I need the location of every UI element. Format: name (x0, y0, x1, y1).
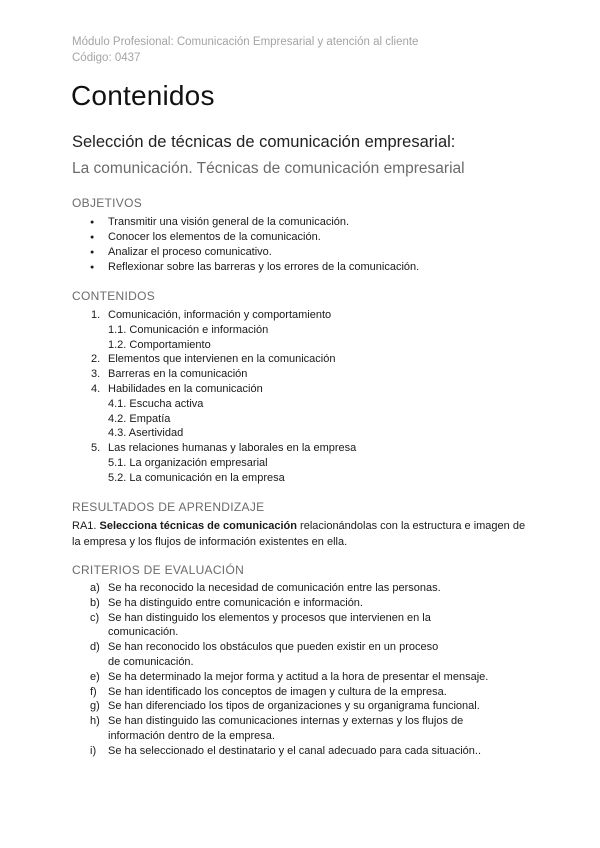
item-letter: f) (90, 685, 97, 698)
list-subitem: 4.2. Empatía (108, 412, 171, 425)
objetivos-list (0, 215, 419, 275)
item-number: 4. (91, 382, 101, 395)
list-item (0, 699, 600, 714)
item-number: 1. (91, 309, 101, 321)
ra-prefix: RA1. (72, 520, 100, 532)
module-code: Código: 0437 (72, 51, 141, 64)
list-subitem: 5.2. La comunicación en la empresa (108, 471, 285, 484)
item-text: Se ha seleccionado el destinatario y el canal adecuado para cada situación.. (108, 744, 482, 757)
item-number: 3. (91, 368, 101, 381)
item-letter: e) (90, 670, 100, 683)
item-number: 5. (91, 442, 101, 455)
item-letter: i) (90, 744, 97, 757)
list-item (0, 596, 600, 611)
item-text: Se han reconocido los obstáculos que pueden existir en un proceso de comunicación. (108, 641, 439, 668)
item-text: Se han distinguido los elementos y procesos que intervienen en la comunicación. (108, 611, 431, 639)
item-text: Se han diferenciado los tipos de organizaciones y su organigrama funcional. (108, 700, 480, 713)
ra-rest-text: relacionándolas con la estructura e imagen de la empresa y los flujos de información existentes en ella. (72, 520, 526, 548)
item-letter: a) (90, 582, 100, 594)
list-item: ● Transmitir una visión general de la comunicación. (0, 215, 419, 230)
criterios-heading: CRITERIOS DE EVALUACIÓN (72, 563, 245, 577)
contenidos-heading: CONTENIDOS (72, 289, 156, 303)
list-subitem: 4.3. Asertividad (108, 427, 184, 440)
resultado-aprendizaje (72, 518, 532, 550)
objetivos-heading: OBJETIVOS (72, 196, 143, 210)
section-subtitle-secondary: La comunicación. Técnicas de comunicación empresarial (72, 160, 465, 177)
item-letter: g) (90, 700, 100, 713)
list-item: ● Reflexionar sobre las barreras y los errores de la comunicación. (0, 260, 419, 275)
list-item (0, 367, 600, 382)
criterios-list (0, 581, 600, 759)
list-item (0, 308, 600, 323)
list-item (0, 744, 600, 759)
item-text: Barreras en la comunicación (108, 368, 248, 381)
document-header (72, 35, 418, 66)
list-item (0, 685, 600, 700)
item-letter: c) (90, 611, 100, 624)
item-letter: d) (90, 641, 100, 654)
item-text: Se han distinguido las comunicaciones internas y externas y los flujos de información dentro de la empresa. (108, 715, 464, 742)
resultados-heading: RESULTADOS DE APRENDIZAJE (72, 500, 265, 514)
item-letter: b) (90, 596, 100, 609)
item-number: 2. (91, 353, 101, 366)
list-item (0, 714, 600, 744)
item-text: Comunicación, información y comportamiento (108, 309, 332, 321)
list-item (0, 382, 600, 397)
list-item: ● Conocer los elementos de la comunicación. (0, 230, 419, 245)
item-text: Se ha distinguido entre comunicación e información. (108, 596, 363, 609)
item-text: Elementos que intervienen en la comunicación (108, 353, 336, 366)
list-item (0, 581, 600, 596)
item-text: Habilidades en la comunicación (108, 382, 263, 395)
section-subtitle: Selección de técnicas de comunicación empresarial: (72, 133, 456, 151)
module-name: Módulo Profesional: Comunicación Empresarial y atención al cliente (72, 36, 419, 48)
contenidos-list (0, 308, 600, 486)
item-text: Se han identificado los conceptos de imagen y cultura de la empresa. (108, 685, 447, 698)
list-item (0, 441, 600, 456)
item-text: Las relaciones humanas y laborales en la empresa (108, 442, 357, 455)
list-item (0, 670, 600, 685)
item-letter: h) (90, 715, 100, 728)
list-subitem: 1.2. Comportamiento (108, 338, 211, 351)
item-text: Se ha reconocido la necesidad de comunicación entre las personas. (108, 582, 441, 594)
ra-bold-text: Selecciona técnicas de comunicación (99, 520, 297, 532)
item-text: Se ha determinado la mejor forma y actitud a la hora de presentar el mensaje. (108, 670, 489, 683)
list-item (0, 640, 600, 670)
list-item (0, 352, 600, 367)
list-item (0, 611, 600, 641)
list-subitem: 5.1. La organización empresarial (108, 456, 268, 469)
list-item: ● Analizar el proceso comunicativo. (0, 245, 419, 260)
page-title: Contenidos (71, 80, 215, 111)
list-subitem: 4.1. Escucha activa (108, 397, 204, 410)
list-subitem: 1.1. Comunicación e información (108, 323, 269, 336)
